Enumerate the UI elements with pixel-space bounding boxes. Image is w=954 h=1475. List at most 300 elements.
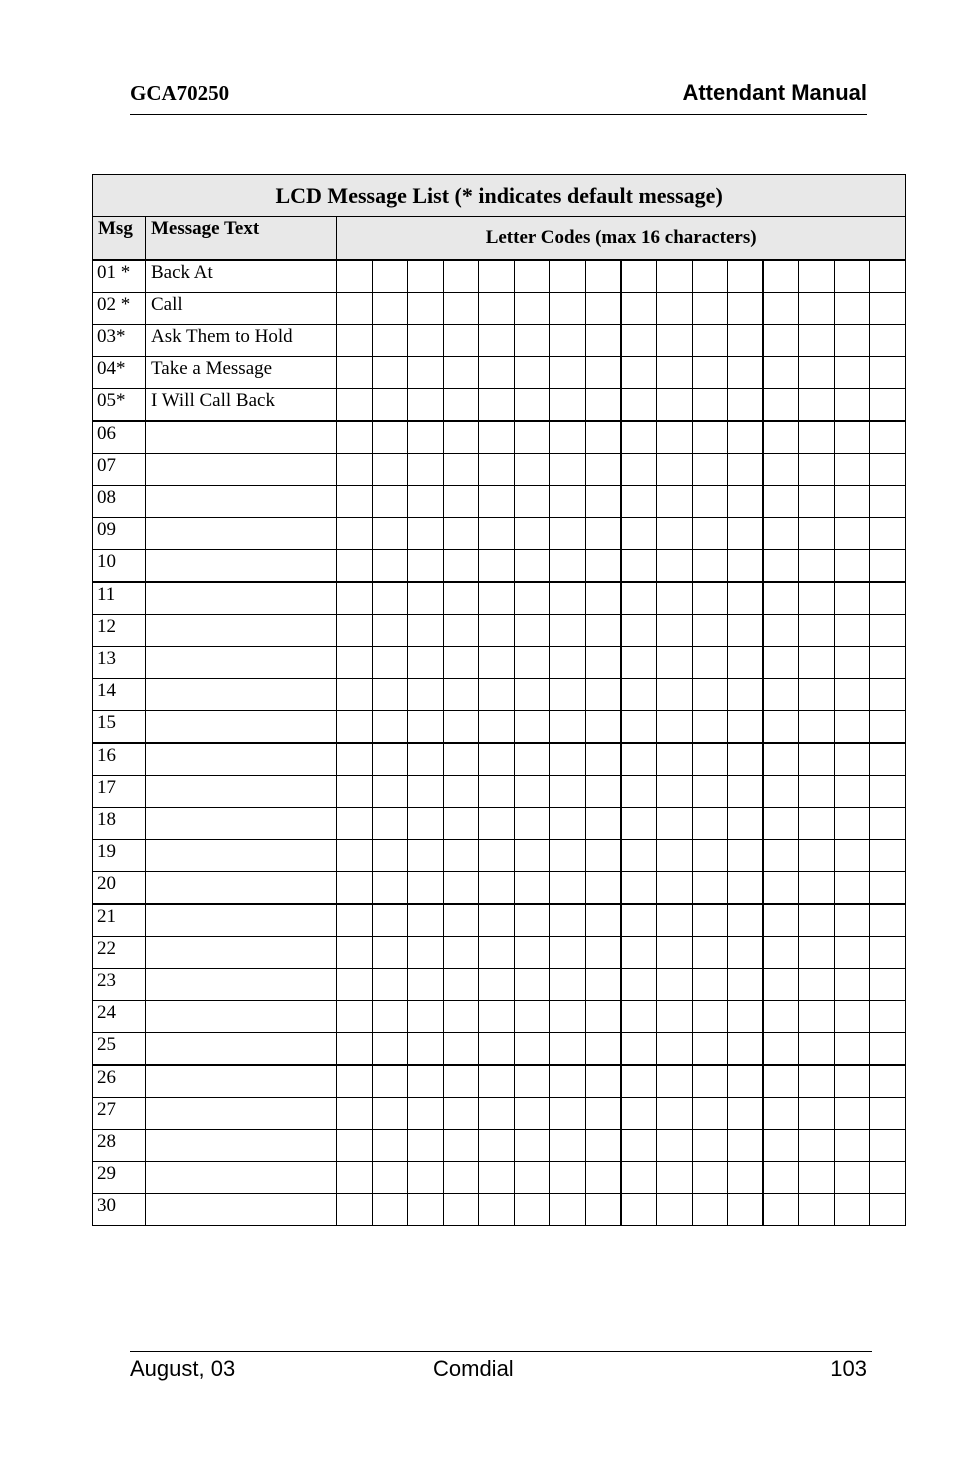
message-text xyxy=(146,679,337,711)
msg-number: 25 xyxy=(93,1033,146,1066)
table-row xyxy=(93,711,906,744)
letter-code-cell xyxy=(337,904,373,937)
letter-code-cell xyxy=(657,872,693,905)
letter-code-cell xyxy=(621,389,657,422)
letter-code-cell xyxy=(621,1130,657,1162)
msg-number: 06 xyxy=(93,421,146,454)
letter-code-cell xyxy=(372,454,408,486)
letter-code-cell xyxy=(550,293,586,325)
letter-code-cell xyxy=(479,389,515,422)
letter-code-cell xyxy=(337,840,373,872)
letter-code-cell xyxy=(443,615,479,647)
letter-code-cell xyxy=(692,615,728,647)
letter-code-cell xyxy=(870,679,906,711)
letter-code-cell xyxy=(799,293,835,325)
msg-number: 24 xyxy=(93,1001,146,1033)
letter-code-cell xyxy=(514,486,550,518)
letter-code-cell xyxy=(337,582,373,615)
letter-code-cell xyxy=(408,1130,444,1162)
letter-code-cell xyxy=(728,582,764,615)
letter-code-cell xyxy=(408,840,444,872)
letter-code-cell xyxy=(870,1162,906,1194)
letter-code-cell xyxy=(834,454,870,486)
letter-code-cell xyxy=(372,937,408,969)
letter-code-cell xyxy=(479,937,515,969)
letter-code-cell xyxy=(337,421,373,454)
table-row xyxy=(93,582,906,615)
letter-code-cell xyxy=(479,969,515,1001)
letter-code-cell xyxy=(372,808,408,840)
letter-code-cell xyxy=(585,582,621,615)
letter-code-cell xyxy=(550,840,586,872)
letter-code-cell xyxy=(479,776,515,808)
letter-code-cell xyxy=(657,454,693,486)
table-title: LCD Message List (* indicates default message) xyxy=(93,175,906,217)
letter-code-cell xyxy=(372,872,408,905)
letter-code-cell xyxy=(585,1001,621,1033)
lcd-message-table xyxy=(92,174,906,1226)
letter-code-cell xyxy=(479,711,515,744)
letter-code-cell xyxy=(585,969,621,1001)
table-row xyxy=(93,872,906,905)
letter-code-cell xyxy=(763,389,799,422)
letter-code-cell xyxy=(337,293,373,325)
letter-code-cell xyxy=(337,711,373,744)
letter-code-cell xyxy=(763,904,799,937)
message-text: I Will Call Back xyxy=(146,389,337,422)
letter-code-cell xyxy=(372,969,408,1001)
letter-code-cell xyxy=(479,872,515,905)
letter-code-cell xyxy=(834,325,870,357)
letter-code-cell xyxy=(763,486,799,518)
letter-code-cell xyxy=(763,550,799,583)
letter-code-cell xyxy=(870,937,906,969)
letter-code-cell xyxy=(550,679,586,711)
letter-code-cell xyxy=(692,776,728,808)
letter-code-cell xyxy=(728,454,764,486)
message-text xyxy=(146,1162,337,1194)
letter-code-cell xyxy=(372,679,408,711)
message-text xyxy=(146,840,337,872)
letter-code-cell xyxy=(479,1162,515,1194)
letter-code-cell xyxy=(657,260,693,293)
letter-code-cell xyxy=(728,518,764,550)
letter-code-cell xyxy=(585,647,621,679)
table-row xyxy=(93,776,906,808)
letter-code-cell xyxy=(692,937,728,969)
letter-code-cell xyxy=(799,647,835,679)
letter-code-cell xyxy=(657,969,693,1001)
footer-rule xyxy=(130,1351,872,1352)
letter-code-cell xyxy=(834,1194,870,1226)
letter-code-cell xyxy=(514,293,550,325)
letter-code-cell xyxy=(443,1162,479,1194)
letter-code-cell xyxy=(763,711,799,744)
letter-code-cell xyxy=(514,872,550,905)
message-text xyxy=(146,486,337,518)
msg-number: 29 xyxy=(93,1162,146,1194)
letter-code-cell xyxy=(657,615,693,647)
letter-code-cell xyxy=(728,711,764,744)
letter-code-cell xyxy=(479,1065,515,1098)
letter-code-cell xyxy=(870,1194,906,1226)
letter-code-cell xyxy=(585,454,621,486)
letter-code-cell xyxy=(692,904,728,937)
letter-code-cell xyxy=(479,486,515,518)
letter-code-cell xyxy=(408,1098,444,1130)
letter-code-cell xyxy=(834,1065,870,1098)
letter-code-cell xyxy=(799,1033,835,1066)
message-text xyxy=(146,1065,337,1098)
letter-code-cell xyxy=(692,486,728,518)
letter-code-cell xyxy=(621,711,657,744)
letter-code-cell xyxy=(585,1194,621,1226)
letter-code-cell xyxy=(799,872,835,905)
letter-code-cell xyxy=(799,1130,835,1162)
letter-code-cell xyxy=(763,969,799,1001)
letter-code-cell xyxy=(799,1162,835,1194)
letter-code-cell xyxy=(372,776,408,808)
letter-code-cell xyxy=(799,1098,835,1130)
letter-code-cell xyxy=(834,357,870,389)
msg-number: 05* xyxy=(93,389,146,422)
letter-code-cell xyxy=(834,615,870,647)
letter-code-cell xyxy=(763,325,799,357)
letter-code-cell xyxy=(585,904,621,937)
msg-number: 20 xyxy=(93,872,146,905)
letter-code-cell xyxy=(337,647,373,679)
letter-code-cell xyxy=(550,325,586,357)
msg-number: 09 xyxy=(93,518,146,550)
letter-code-cell xyxy=(834,743,870,776)
letter-code-cell xyxy=(408,872,444,905)
letter-code-cell xyxy=(408,518,444,550)
letter-code-cell xyxy=(585,293,621,325)
letter-code-cell xyxy=(585,550,621,583)
table-row xyxy=(93,937,906,969)
letter-code-cell xyxy=(834,969,870,1001)
table-row xyxy=(93,389,906,422)
letter-code-cell xyxy=(870,711,906,744)
letter-code-cell xyxy=(372,1033,408,1066)
message-text xyxy=(146,969,337,1001)
letter-code-cell xyxy=(443,904,479,937)
letter-code-cell xyxy=(408,1162,444,1194)
letter-code-cell xyxy=(657,325,693,357)
table-title-row xyxy=(93,175,906,217)
letter-code-cell xyxy=(514,679,550,711)
letter-code-cell xyxy=(479,582,515,615)
letter-code-cell xyxy=(550,389,586,422)
letter-code-cell xyxy=(870,1001,906,1033)
letter-code-cell xyxy=(692,550,728,583)
letter-code-cell xyxy=(514,808,550,840)
table-row xyxy=(93,486,906,518)
letter-code-cell xyxy=(870,808,906,840)
letter-code-cell xyxy=(337,937,373,969)
letter-code-cell xyxy=(763,1098,799,1130)
letter-code-cell xyxy=(728,325,764,357)
letter-code-cell xyxy=(408,357,444,389)
letter-code-cell xyxy=(621,808,657,840)
letter-code-cell xyxy=(585,840,621,872)
letter-code-cell xyxy=(443,808,479,840)
letter-code-cell xyxy=(337,1162,373,1194)
letter-code-cell xyxy=(372,518,408,550)
letter-code-cell xyxy=(621,260,657,293)
letter-code-cell xyxy=(372,325,408,357)
doc-code: GCA70250 xyxy=(130,81,230,105)
message-text xyxy=(146,550,337,583)
table-row xyxy=(93,840,906,872)
letter-code-cell xyxy=(799,808,835,840)
letter-code-cell xyxy=(337,1130,373,1162)
letter-code-cell xyxy=(834,293,870,325)
letter-code-cell xyxy=(337,1033,373,1066)
letter-code-cell xyxy=(834,260,870,293)
letter-code-cell xyxy=(372,743,408,776)
letter-code-cell xyxy=(479,357,515,389)
letter-code-cell xyxy=(621,550,657,583)
letter-code-cell xyxy=(692,1065,728,1098)
letter-code-cell xyxy=(550,486,586,518)
letter-code-cell xyxy=(514,840,550,872)
letter-code-cell xyxy=(657,904,693,937)
letter-code-cell xyxy=(799,615,835,647)
letter-code-cell xyxy=(479,260,515,293)
letter-code-cell xyxy=(799,840,835,872)
letter-code-cell xyxy=(443,1098,479,1130)
letter-code-cell xyxy=(372,357,408,389)
letter-code-cell xyxy=(443,1065,479,1098)
letter-code-cell xyxy=(408,743,444,776)
letter-code-cell xyxy=(834,486,870,518)
letter-code-cell xyxy=(550,1001,586,1033)
letter-code-cell xyxy=(372,904,408,937)
letter-code-cell xyxy=(763,1065,799,1098)
letter-code-cell xyxy=(408,1065,444,1098)
letter-code-cell xyxy=(870,904,906,937)
letter-code-cell xyxy=(657,1194,693,1226)
letter-code-cell xyxy=(728,421,764,454)
letter-code-cell xyxy=(514,357,550,389)
message-text xyxy=(146,776,337,808)
letter-code-cell xyxy=(621,679,657,711)
letter-code-cell xyxy=(763,518,799,550)
table-row xyxy=(93,421,906,454)
letter-code-cell xyxy=(834,1130,870,1162)
letter-code-cell xyxy=(728,1033,764,1066)
letter-code-cell xyxy=(692,421,728,454)
letter-code-cell xyxy=(337,615,373,647)
letter-code-cell xyxy=(514,325,550,357)
letter-code-cell xyxy=(337,1001,373,1033)
letter-code-cell xyxy=(408,582,444,615)
footer-company: Comdial xyxy=(433,1356,514,1381)
letter-code-cell xyxy=(799,518,835,550)
letter-code-cell xyxy=(443,969,479,1001)
letter-code-cell xyxy=(834,582,870,615)
letter-code-cell xyxy=(372,711,408,744)
letter-code-cell xyxy=(657,808,693,840)
letter-code-cell xyxy=(870,840,906,872)
letter-code-cell xyxy=(799,582,835,615)
msg-number: 12 xyxy=(93,615,146,647)
letter-code-cell xyxy=(550,1065,586,1098)
table-row xyxy=(93,1033,906,1066)
letter-code-cell xyxy=(692,1162,728,1194)
letter-code-cell xyxy=(870,969,906,1001)
letter-code-cell xyxy=(870,1033,906,1066)
letter-code-cell xyxy=(870,647,906,679)
letter-code-cell xyxy=(585,518,621,550)
msg-number: 18 xyxy=(93,808,146,840)
letter-code-cell xyxy=(479,1033,515,1066)
letter-code-cell xyxy=(728,1065,764,1098)
letter-code-cell xyxy=(550,776,586,808)
letter-code-cell xyxy=(834,389,870,422)
msg-number: 21 xyxy=(93,904,146,937)
table-row xyxy=(93,325,906,357)
letter-code-cell xyxy=(870,260,906,293)
letter-code-cell xyxy=(337,550,373,583)
letter-code-cell xyxy=(657,1001,693,1033)
letter-code-cell xyxy=(443,518,479,550)
letter-code-cell xyxy=(763,260,799,293)
message-text xyxy=(146,937,337,969)
letter-code-cell xyxy=(585,486,621,518)
letter-code-cell xyxy=(443,840,479,872)
letter-code-cell xyxy=(479,743,515,776)
column-header-msg: Msg xyxy=(93,217,146,261)
letter-code-cell xyxy=(479,615,515,647)
table-row xyxy=(93,647,906,679)
letter-code-cell xyxy=(479,454,515,486)
letter-code-cell xyxy=(514,1130,550,1162)
letter-code-cell xyxy=(621,357,657,389)
message-text xyxy=(146,421,337,454)
letter-code-cell xyxy=(550,808,586,840)
letter-code-cell xyxy=(621,1065,657,1098)
letter-code-cell xyxy=(443,421,479,454)
letter-code-cell xyxy=(834,776,870,808)
table-row xyxy=(93,615,906,647)
letter-code-cell xyxy=(692,1033,728,1066)
letter-code-cell xyxy=(479,1001,515,1033)
letter-code-cell xyxy=(514,582,550,615)
letter-code-cell xyxy=(692,711,728,744)
message-text xyxy=(146,1194,337,1226)
letter-code-cell xyxy=(372,1194,408,1226)
letter-code-cell xyxy=(763,357,799,389)
letter-code-cell xyxy=(514,615,550,647)
letter-code-cell xyxy=(834,550,870,583)
letter-code-cell xyxy=(763,808,799,840)
letter-code-cell xyxy=(657,776,693,808)
table-row xyxy=(93,1065,906,1098)
msg-number: 16 xyxy=(93,743,146,776)
letter-code-cell xyxy=(621,840,657,872)
table-row xyxy=(93,904,906,937)
table-row xyxy=(93,1001,906,1033)
message-text xyxy=(146,647,337,679)
letter-code-cell xyxy=(514,711,550,744)
letter-code-cell xyxy=(408,486,444,518)
table-row xyxy=(93,679,906,711)
letter-code-cell xyxy=(443,937,479,969)
letter-code-cell xyxy=(479,840,515,872)
table-row xyxy=(93,969,906,1001)
letter-code-cell xyxy=(514,1098,550,1130)
letter-code-cell xyxy=(337,518,373,550)
msg-number: 04* xyxy=(93,357,146,389)
letter-code-cell xyxy=(479,421,515,454)
letter-code-cell xyxy=(514,518,550,550)
letter-code-cell xyxy=(550,937,586,969)
letter-code-cell xyxy=(834,1098,870,1130)
letter-code-cell xyxy=(550,421,586,454)
letter-code-cell xyxy=(550,743,586,776)
message-text xyxy=(146,518,337,550)
letter-code-cell xyxy=(692,357,728,389)
letter-code-cell xyxy=(763,1194,799,1226)
letter-code-cell xyxy=(372,389,408,422)
message-text xyxy=(146,1098,337,1130)
letter-code-cell xyxy=(514,937,550,969)
letter-code-cell xyxy=(834,1033,870,1066)
letter-code-cell xyxy=(870,325,906,357)
letter-code-cell xyxy=(870,1065,906,1098)
letter-code-cell xyxy=(834,808,870,840)
message-text xyxy=(146,743,337,776)
letter-code-cell xyxy=(514,1033,550,1066)
letter-code-cell xyxy=(585,325,621,357)
letter-code-cell xyxy=(443,743,479,776)
letter-code-cell xyxy=(337,969,373,1001)
letter-code-cell xyxy=(514,904,550,937)
letter-code-cell xyxy=(834,647,870,679)
letter-code-cell xyxy=(870,454,906,486)
letter-code-cell xyxy=(728,840,764,872)
letter-code-cell xyxy=(514,1065,550,1098)
letter-code-cell xyxy=(443,582,479,615)
column-header-message-text: Message Text xyxy=(146,217,337,261)
letter-code-cell xyxy=(550,1033,586,1066)
letter-code-cell xyxy=(372,615,408,647)
letter-code-cell xyxy=(657,1130,693,1162)
letter-code-cell xyxy=(337,808,373,840)
letter-code-cell xyxy=(799,711,835,744)
letter-code-cell xyxy=(728,615,764,647)
letter-code-cell xyxy=(763,1162,799,1194)
letter-code-cell xyxy=(550,1098,586,1130)
table-header-row xyxy=(93,217,906,261)
letter-code-cell xyxy=(870,486,906,518)
letter-code-cell xyxy=(799,1194,835,1226)
message-text: Ask Them to Hold xyxy=(146,325,337,357)
letter-code-cell xyxy=(870,872,906,905)
letter-code-cell xyxy=(372,1130,408,1162)
table-row xyxy=(93,1098,906,1130)
letter-code-cell xyxy=(479,647,515,679)
letter-code-cell xyxy=(657,937,693,969)
letter-code-cell xyxy=(621,486,657,518)
letter-code-cell xyxy=(763,421,799,454)
letter-code-cell xyxy=(657,679,693,711)
letter-code-cell xyxy=(514,1001,550,1033)
letter-code-cell xyxy=(479,808,515,840)
letter-code-cell xyxy=(585,776,621,808)
